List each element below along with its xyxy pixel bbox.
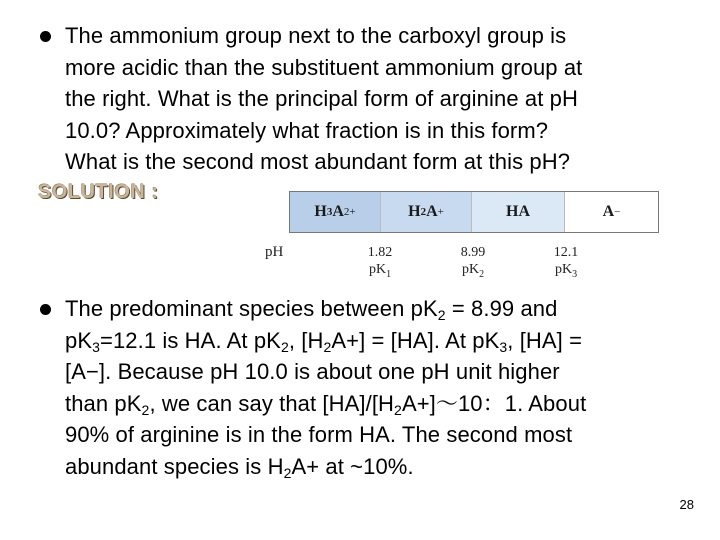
species-h3a: H 3 A 2+ bbox=[290, 192, 381, 232]
pk1-marker bbox=[350, 244, 410, 283]
pka-diagram bbox=[265, 191, 665, 287]
species-a: A − bbox=[565, 192, 658, 232]
pk3-marker bbox=[536, 244, 596, 283]
question-line: What is the second most abundant form at this pH? bbox=[65, 149, 571, 174]
bullet-question bbox=[40, 31, 51, 42]
ph-axis-label: pH bbox=[265, 244, 284, 260]
answer-line: abundant species is $H_2A+$ at ~10%. bbox=[65, 453, 414, 481]
pk1-value: 1.82 bbox=[367, 245, 393, 260]
question-line: more acidic than the substituent ammonium group at bbox=[65, 54, 583, 80]
question-text bbox=[65, 20, 705, 178]
question-line: 10.0? Approximately what fraction is in this form? bbox=[65, 117, 549, 143]
species-bar bbox=[289, 191, 659, 233]
pk1-label: $pK_1$ bbox=[368, 262, 392, 280]
answer-line: The predominant species between $pK_2 = 8.99$ and bbox=[65, 296, 558, 323]
answer-line: than $pK_2$, we can say that $[HA]/[H_2A+]\sim 10$：1. About bbox=[65, 390, 587, 418]
bullet-answer bbox=[40, 304, 51, 315]
answer-line: [A−]. Because pH 10.0 is about one pH unit higher bbox=[65, 359, 560, 384]
species-h2a: H 2 A + bbox=[381, 192, 472, 232]
pk3-label: $pK_3$ bbox=[554, 262, 578, 280]
species-ha: HA bbox=[472, 192, 565, 232]
pk2-marker bbox=[443, 244, 503, 283]
pk2-label: $pK_2$ bbox=[461, 262, 485, 280]
pk2-value: 8.99 bbox=[460, 245, 486, 260]
answer-text bbox=[65, 293, 705, 482]
answer-line: 90% of arginine is in the form HA. The second most bbox=[65, 422, 573, 447]
solution-label: SOLUTION : bbox=[38, 181, 159, 203]
page-number: 28 bbox=[679, 497, 694, 512]
question-line: The ammonium group next to the carboxyl group is bbox=[65, 23, 567, 48]
answer-line: $pK_3=12.1$ is HA. At $pK_2$, $[H_2A+] = [HA]$. At $pK_3$, [HA] = bbox=[65, 327, 583, 355]
pk3-value: 12.1 bbox=[553, 245, 579, 260]
question-line: the right. What is the principal form of arginine at pH bbox=[65, 86, 578, 111]
